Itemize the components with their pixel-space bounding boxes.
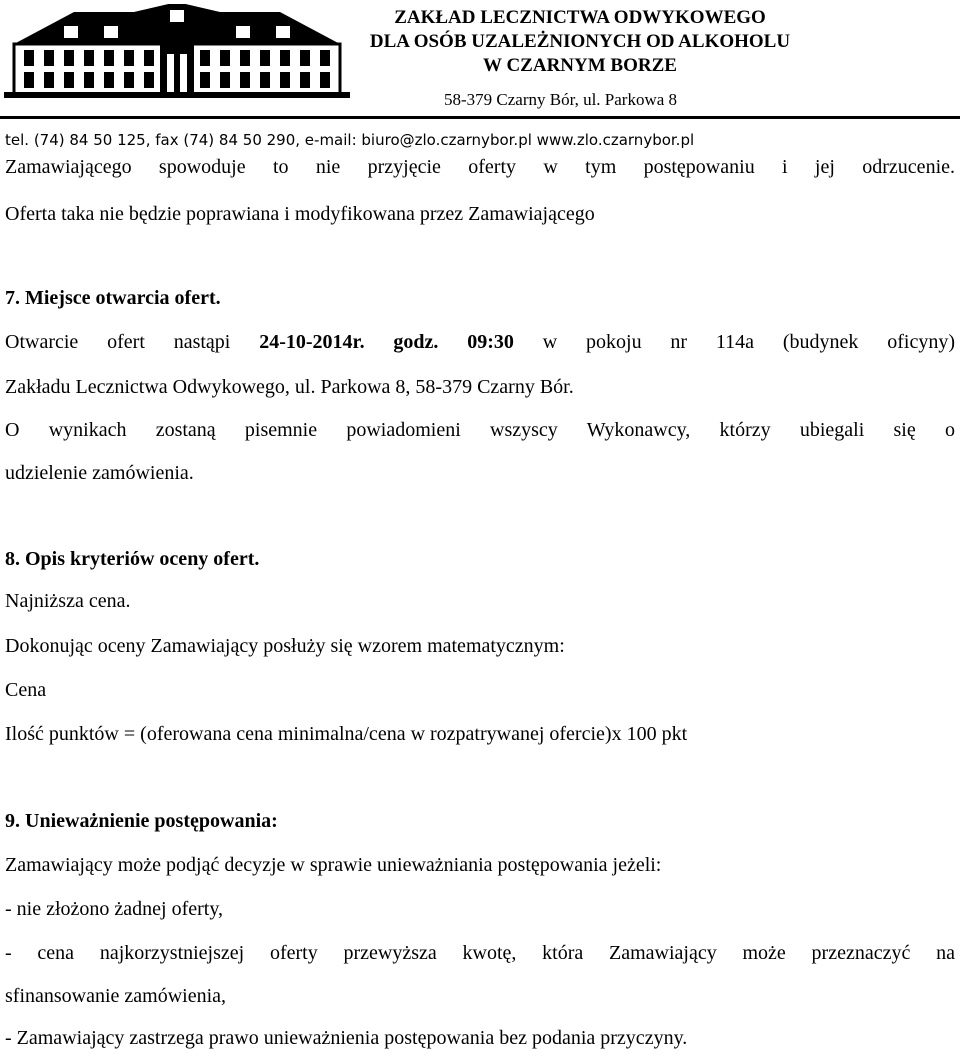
list-item: - cena najkorzystniejszej oferty przewyższa kwotę, która Zamawiający może przeznaczyć na xyxy=(5,942,955,964)
text-run: w pokoju nr 114a (budynek oficyny) xyxy=(513,331,955,353)
institution-address: 58-379 Czarny Bór, ul. Parkowa 8 xyxy=(444,90,678,109)
institution-line: ZAKŁAD LECZNICTWA ODWYKOWEGO xyxy=(394,7,766,28)
contact-email-link[interactable]: biuro@zlo.czarnybor.pl xyxy=(361,131,532,149)
list-item: - nie złożono żadnej oferty, xyxy=(5,898,224,920)
institution-line: DLA OSÓB UZALEŻNIONYCH OD ALKOHOLU xyxy=(369,31,791,52)
paragraph-line: udzielenie zamówienia. xyxy=(5,462,194,484)
paragraph-line: Zakładu Lecznictwa Odwykowego, ul. Parkowa 8, 58-379 Czarny Bór. xyxy=(5,376,574,398)
section-9-heading: 9. Unieważnienie postępowania: xyxy=(5,810,278,832)
section-8-heading: 8. Opis kryteriów oceny ofert. xyxy=(5,548,260,570)
building-logo xyxy=(4,4,350,100)
formula-line: Ilość punktów = (oferowana cena minimalna/cena w rozpatrywanej ofercie)x 100 pkt xyxy=(5,723,688,745)
paragraph-line: Zamawiającego spowoduje to nie przyjęcie oferty w tym postępowaniu i jej odrzucenie. xyxy=(5,156,955,178)
paragraph-line: sfinansowanie zamówienia, xyxy=(5,985,227,1007)
paragraph-line: O wynikach zostaną pisemnie powiadomieni wszyscy Wykonawcy, którzy ubiegali się o xyxy=(5,419,955,441)
institution-name xyxy=(330,6,830,78)
paragraph-line: Dokonując oceny Zamawiający posłuży się wzorem matematycznym: xyxy=(5,635,565,657)
list-item: - Zamawiający zastrzega prawo unieważnienia postępowania bez podania przyczyny. xyxy=(5,1027,688,1049)
section-7-heading: 7. Miejsce otwarcia ofert. xyxy=(5,287,221,309)
contact-website-link[interactable]: www.zlo.czarnybor.pl xyxy=(536,131,695,149)
text-run: Otwarcie ofert nastąpi xyxy=(5,331,260,353)
paragraph-line: Cena xyxy=(5,679,47,701)
institution-line: W CZARNYM BORZE xyxy=(483,55,677,76)
paragraph-line: Zamawiający może podjąć decyzje w sprawie unieważniania postępowania jeżeli: xyxy=(5,854,662,876)
contact-phone-fax: tel. (74) 84 50 125, fax (74) 84 50 290, e-mail: xyxy=(5,131,362,149)
paragraph-line xyxy=(5,331,955,354)
header-divider xyxy=(0,116,960,119)
paragraph-line: Najniższa cena. xyxy=(5,590,131,612)
contact-line xyxy=(5,131,960,149)
letterhead xyxy=(0,0,960,155)
opening-date-time: 24-10-2014r. godz. 09:30 xyxy=(259,331,514,353)
paragraph-line: Oferta taka nie będzie poprawiana i modyfikowana przez Zamawiającego xyxy=(5,203,595,225)
